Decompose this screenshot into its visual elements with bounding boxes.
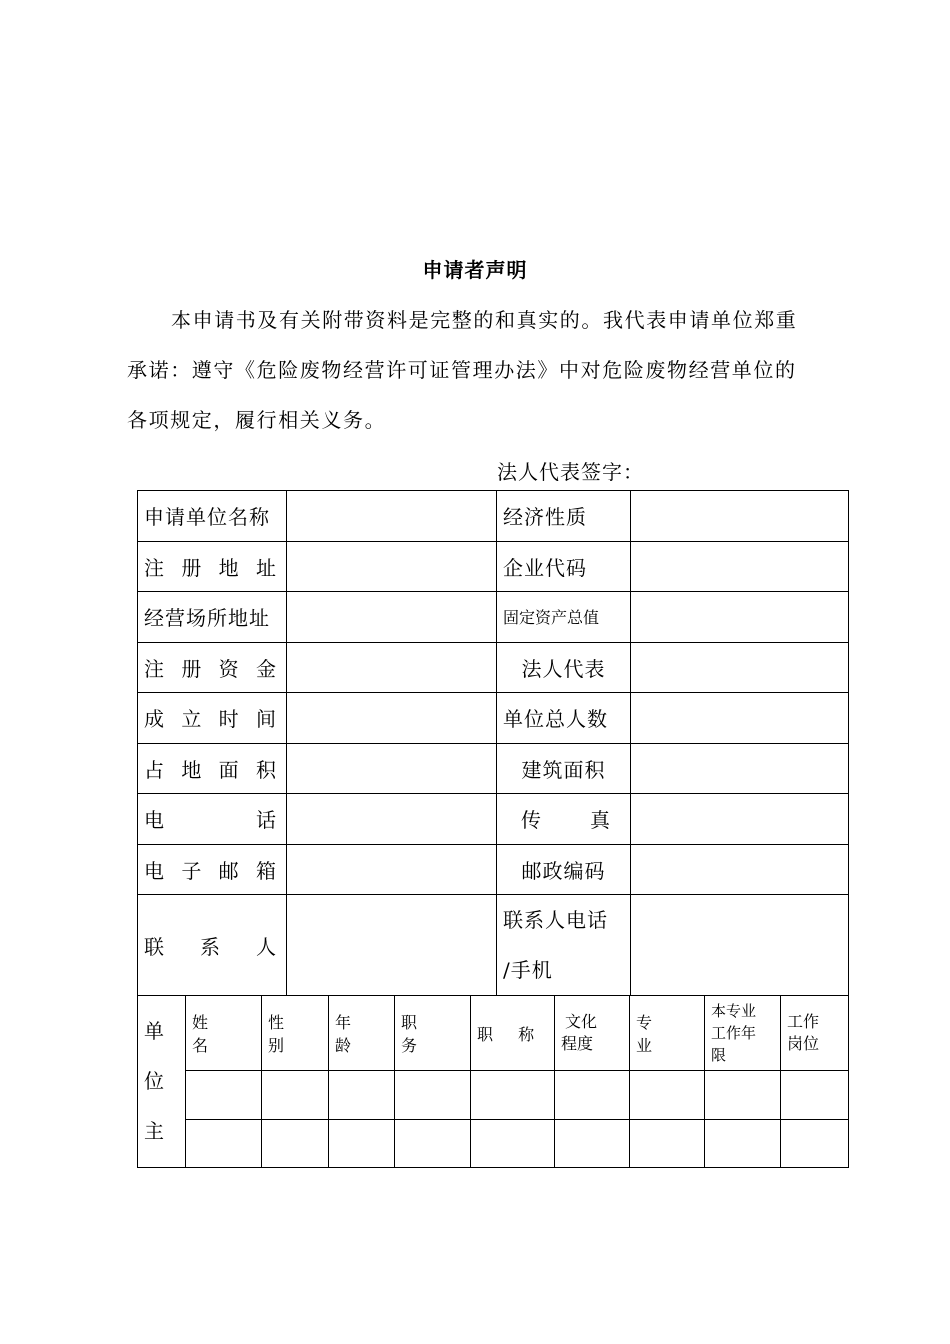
cell-education[interactable] (555, 1071, 630, 1120)
cell-years[interactable] (705, 1119, 781, 1168)
header-post (781, 996, 849, 1071)
declaration-line-2: 承诺：遵守《危险废物经营许可证管理办法》中对危险废物经营单位的 (127, 358, 797, 382)
row-land-area (138, 743, 849, 794)
declaration-title: 申请者声明 (422, 258, 528, 282)
header-gender: 性 别 (262, 996, 329, 1071)
row-reg-address (138, 541, 849, 592)
label-char: 成 (144, 707, 164, 732)
label-contact-phone-line2: /手机 (503, 958, 553, 982)
header-title: 职 称 (471, 996, 555, 1071)
signature-label: 法人代表签字： (497, 460, 644, 484)
field-legal-rep[interactable] (631, 642, 849, 693)
row-reg-capital (138, 642, 849, 693)
header-education-line2: 程度 (561, 1034, 594, 1053)
label-char: 传 (521, 808, 541, 833)
label-reg-address (138, 541, 287, 592)
cell-gender[interactable] (262, 1119, 329, 1168)
label-char: 系 (200, 934, 220, 959)
field-unit-name[interactable] (287, 491, 497, 542)
header-education (555, 996, 630, 1071)
label-char: 位 (144, 1069, 164, 1093)
cell-education[interactable] (555, 1119, 630, 1168)
label-char: 电 (144, 808, 164, 833)
field-enterprise-code[interactable] (631, 541, 849, 592)
staff-row (138, 1119, 849, 1168)
label-established (138, 693, 287, 744)
field-reg-address[interactable] (287, 541, 497, 592)
label-email (138, 844, 287, 895)
row-email (138, 844, 849, 895)
label-building-area: 建筑面积 (497, 743, 631, 794)
cell-name[interactable] (186, 1119, 262, 1168)
field-reg-capital[interactable] (287, 642, 497, 693)
header-education-line1: 文化 (565, 1012, 598, 1031)
label-char: 地 (181, 757, 202, 782)
label-enterprise-code: 企业代码 (497, 541, 631, 592)
row-phone (138, 794, 849, 845)
label-char: 资 (218, 656, 239, 681)
label-char: 注 (144, 555, 164, 580)
label-total-staff: 单位总人数 (497, 693, 631, 744)
header-post-line2: 岗位 (787, 1034, 820, 1053)
field-phone[interactable] (287, 794, 497, 845)
field-fixed-assets[interactable] (631, 592, 849, 643)
label-unit-name: 申请单位名称 (138, 491, 287, 542)
cell-major[interactable] (630, 1071, 705, 1120)
row-unit-name (138, 491, 849, 542)
row-contact (138, 895, 849, 996)
header-years-line2: 工作年 (711, 1024, 757, 1042)
label-char: 主 (144, 1119, 164, 1143)
label-char: 电 (144, 858, 164, 883)
cell-gender[interactable] (262, 1071, 329, 1120)
row-established (138, 693, 849, 744)
cell-post[interactable] (781, 1071, 849, 1120)
label-business-address: 经营场所地址 (138, 592, 287, 643)
header-years-line3: 限 (711, 1046, 727, 1064)
label-char: 邮 (218, 858, 239, 883)
cell-title[interactable] (471, 1119, 555, 1168)
field-land-area[interactable] (287, 743, 497, 794)
label-char: 积 (255, 757, 276, 782)
label-char: 间 (255, 707, 276, 732)
declaration-line-3: 各项规定，履行相关义务。 (127, 408, 387, 432)
declaration-line-1: 本申请书及有关附带资料是完整的和真实的。我代表申请单位郑重 (171, 308, 798, 332)
staff-table (137, 995, 849, 1168)
label-char: 占 (144, 757, 164, 782)
cell-title[interactable] (471, 1071, 555, 1120)
field-contact-phone[interactable] (631, 895, 849, 996)
field-postcode[interactable] (631, 844, 849, 895)
staff-header-row (138, 996, 849, 1071)
header-years-line1: 本专业 (711, 1002, 757, 1020)
label-reg-capital (138, 642, 287, 693)
applicant-info-table (137, 490, 849, 996)
label-char: 子 (181, 858, 202, 883)
label-char: 单 (144, 1019, 164, 1043)
cell-age[interactable] (329, 1119, 395, 1168)
label-phone (138, 794, 287, 845)
staff-row (138, 1071, 849, 1120)
cell-position[interactable] (395, 1071, 471, 1120)
label-char: 联 (144, 934, 164, 959)
label-char: 时 (218, 707, 239, 732)
label-land-area (138, 743, 287, 794)
label-char: 地 (218, 555, 239, 580)
header-major: 专 业 (630, 996, 705, 1071)
label-economic-nature: 经济性质 (497, 491, 631, 542)
cell-years[interactable] (705, 1071, 781, 1120)
label-legal-rep: 法人代表 (497, 642, 631, 693)
label-char: 面 (218, 757, 239, 782)
header-name: 姓 名 (186, 996, 262, 1071)
field-economic-nature[interactable] (631, 491, 849, 542)
staff-side-label (138, 996, 186, 1168)
field-total-staff[interactable] (631, 693, 849, 744)
label-char: 人 (256, 934, 276, 959)
cell-position[interactable] (395, 1119, 471, 1168)
row-business-address (138, 592, 849, 643)
header-age: 年 龄 (329, 996, 395, 1071)
header-position: 职 务 (395, 996, 471, 1071)
label-contact-phone (497, 895, 631, 996)
label-contact (138, 895, 287, 996)
field-business-address[interactable] (287, 592, 497, 643)
field-email[interactable] (287, 844, 497, 895)
label-char: 立 (181, 707, 202, 732)
label-postcode: 邮政编码 (497, 844, 631, 895)
label-char: 话 (256, 808, 276, 833)
field-building-area[interactable] (631, 743, 849, 794)
cell-post[interactable] (781, 1119, 849, 1168)
label-contact-phone-line1: 联系人电话 (503, 908, 608, 932)
cell-age[interactable] (329, 1071, 395, 1120)
label-fax (497, 794, 631, 845)
header-post-line1: 工作 (787, 1012, 820, 1031)
field-fax[interactable] (631, 794, 849, 845)
label-char: 址 (255, 555, 276, 580)
label-char: 真 (590, 808, 610, 833)
label-char: 册 (181, 656, 202, 681)
field-established[interactable] (287, 693, 497, 744)
label-char: 箱 (255, 858, 276, 883)
header-years (705, 996, 781, 1071)
cell-major[interactable] (630, 1119, 705, 1168)
label-char: 注 (144, 656, 164, 681)
label-char: 册 (181, 555, 202, 580)
cell-name[interactable] (186, 1071, 262, 1120)
label-char: 金 (255, 656, 276, 681)
label-fixed-assets: 固定资产总值 (497, 592, 631, 643)
field-contact[interactable] (287, 895, 497, 996)
